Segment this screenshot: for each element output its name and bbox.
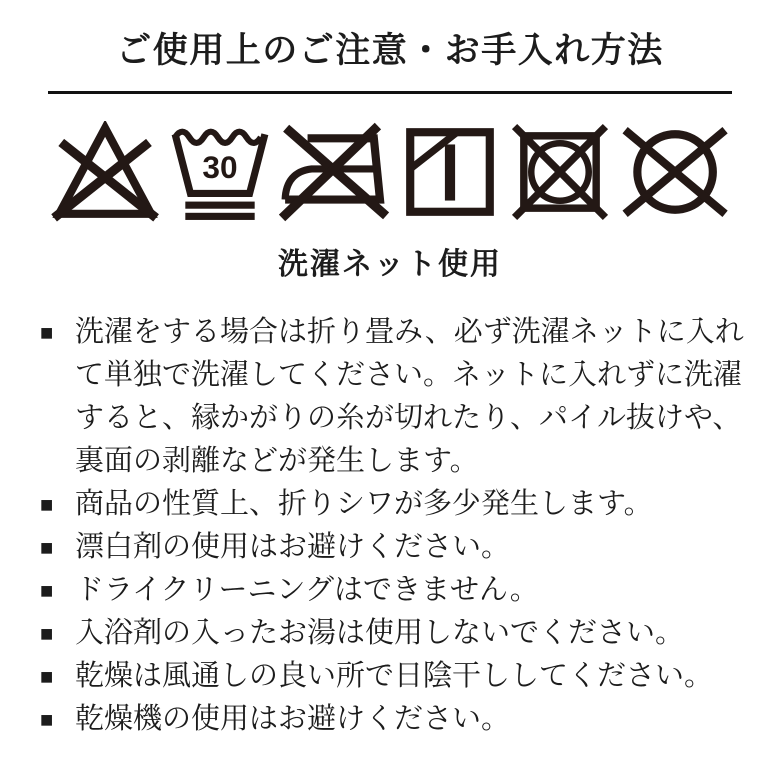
do-not-iron-icon: [279, 121, 391, 223]
wash-30-very-gentle-icon: [169, 121, 271, 223]
list-item: [40, 483, 753, 526]
list-item: [40, 569, 753, 612]
note-text: 乾燥機の使用はお避けください。: [75, 703, 511, 735]
title-divider: [48, 91, 732, 94]
list-item: [40, 526, 753, 569]
note-text: 乾燥は風通しの良い所で日陰干ししてください。: [75, 660, 714, 692]
list-item: [40, 311, 753, 483]
note-text: ドライクリーニングはできません。: [75, 574, 539, 606]
square-bullet: ■: [40, 707, 54, 732]
wash-temperature-label: 30: [202, 149, 238, 186]
square-bullet: ■: [40, 578, 54, 603]
do-not-bleach-icon: [49, 121, 161, 223]
square-bullet: ■: [40, 535, 54, 560]
note-text: 漂白剤の使用はお避けください。: [75, 531, 511, 563]
list-item: [40, 655, 753, 698]
square-bullet: ■: [40, 621, 54, 646]
square-bullet: ■: [40, 664, 54, 689]
do-not-tumble-dry-icon: [509, 121, 611, 223]
list-item: [40, 698, 753, 741]
page-title: ご使用上のご注意・お手入れ方法: [116, 31, 664, 70]
note-text: 商品の性質上、折りシワが多少発生します。: [75, 488, 653, 520]
list-item: [40, 612, 753, 655]
notes-list: [0, 311, 780, 741]
square-bullet: ■: [40, 492, 54, 517]
note-text: 入浴剤の入ったお湯は使用しないでください。: [75, 617, 685, 649]
care-symbols-row: [0, 119, 780, 225]
do-not-dry-clean-icon: [619, 121, 731, 223]
square-bullet: ■: [40, 320, 54, 345]
laundry-net-note: 洗濯ネット使用: [278, 248, 502, 281]
line-dry-in-shade-icon: [399, 121, 501, 223]
note-text: 洗濯をする場合は折り畳み、必ず洗濯ネットに入れて単独で洗濯してください。ネットに入れずに洗濯すると、縁かがりの糸が切れたり、パイル抜けや、裏面の剥離などが発生します。: [75, 316, 744, 477]
